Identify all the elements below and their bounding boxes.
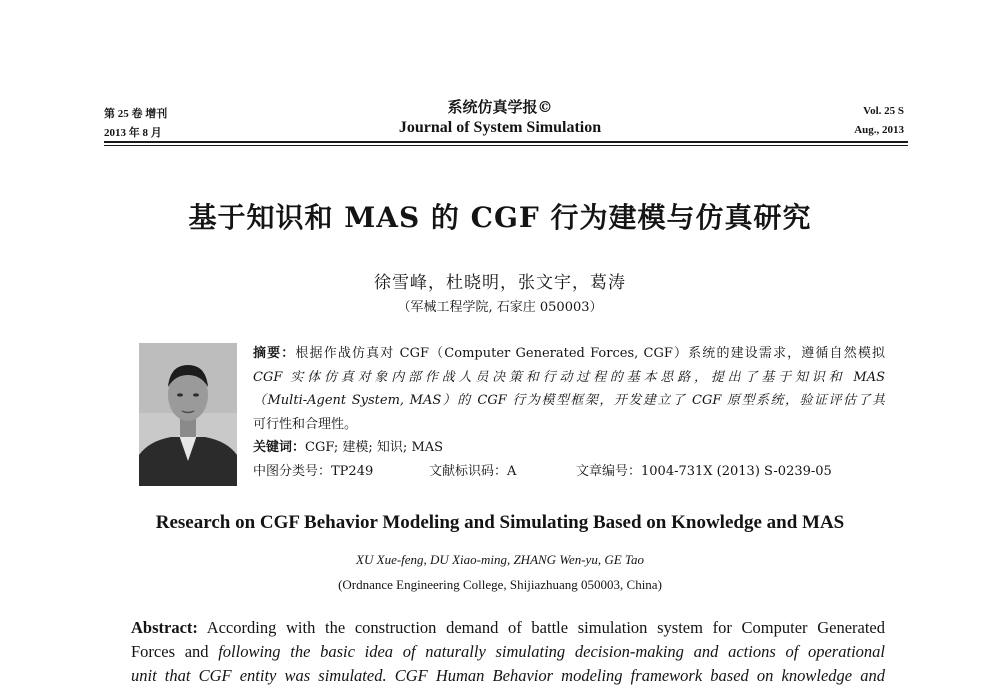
abstract-en-block <box>131 616 885 688</box>
abstract-cn-label: 摘要： <box>253 346 296 361</box>
author-portrait-image <box>139 343 237 486</box>
authors-cn: 徐雪峰，杜晓明，张文宇，葛涛 <box>374 273 626 293</box>
clc-number: 中图分类号：TP249 <box>253 463 374 479</box>
volume-issue-en: Vol. 25 S <box>863 105 904 117</box>
abstract-en-line-3: unit that CGF entity was simulated. CGF Human Behavior modeling framework based on knowledge and <box>131 666 885 685</box>
abstract-cn-line-1: 摘要：根据作战仿真对 CGF（Computer Generated Forces, CGF）系统的建设需求，遵循自然模拟 <box>253 346 885 361</box>
keywords-cn-value: CGF; 建模; 知识; MAS <box>305 440 444 455</box>
abstract-cn-line-3: （Multi-Agent System, MAS）的 CGF 行为模型框架，开发建立了 CGF 原型系统，验证评估了其 <box>253 393 885 408</box>
affiliation-cn: （军械工程学院, 石家庄 050003） <box>397 300 603 315</box>
publication-date-cn: 2013 年 8 月 <box>104 127 162 139</box>
abstract-cn-line-4: 可行性和合理性。 <box>253 416 358 432</box>
abstract-en-line-2: Forces and following the basic idea of naturally simulating decision-making and actions of operational <box>131 642 885 661</box>
authors-en: XU Xue-feng, DU Xiao-ming, ZHANG Wen-yu, GE Tao <box>356 552 644 567</box>
classification-row <box>253 460 885 484</box>
abstract-en-label: Abstract: <box>131 618 198 637</box>
keywords-cn <box>253 436 885 460</box>
header-rule-thick <box>104 141 908 143</box>
journal-name-en: Journal of System Simulation <box>398 119 602 136</box>
paper-title-cn: 基于知识和 MAS 的 CGF 行为建模与仿真研究 <box>188 201 812 234</box>
abstract-cn-line-2: CGF 实体仿真对象内部作战人员决策和行动过程的基本思路，提出了基于知识和 MAS <box>253 369 885 385</box>
paper-title-en: Research on CGF Behavior Modeling and Simulating Based on Knowledge and MAS <box>155 512 845 533</box>
article-number: 文章编号：1004-731X (2013) S-0239-05 <box>576 463 832 479</box>
header-rule-thin <box>104 145 908 146</box>
abstract-cn-block <box>253 342 885 483</box>
author-photo <box>139 343 237 486</box>
affiliation-en: (Ordnance Engineering College, Shijiazhuang 050003, China) <box>338 577 662 592</box>
abstract-en-line-1: Abstract: According with the construction demand of battle simulation system for Computer Generated <box>131 618 885 637</box>
volume-issue-cn: 第 25 卷 增刊 <box>104 108 168 120</box>
document-code: 文献标识码：A <box>429 463 517 479</box>
publication-date-en: Aug., 2013 <box>854 124 904 136</box>
keywords-cn-label: 关键词： <box>253 440 306 455</box>
journal-name-cn: 系统仿真学报© <box>447 98 553 116</box>
